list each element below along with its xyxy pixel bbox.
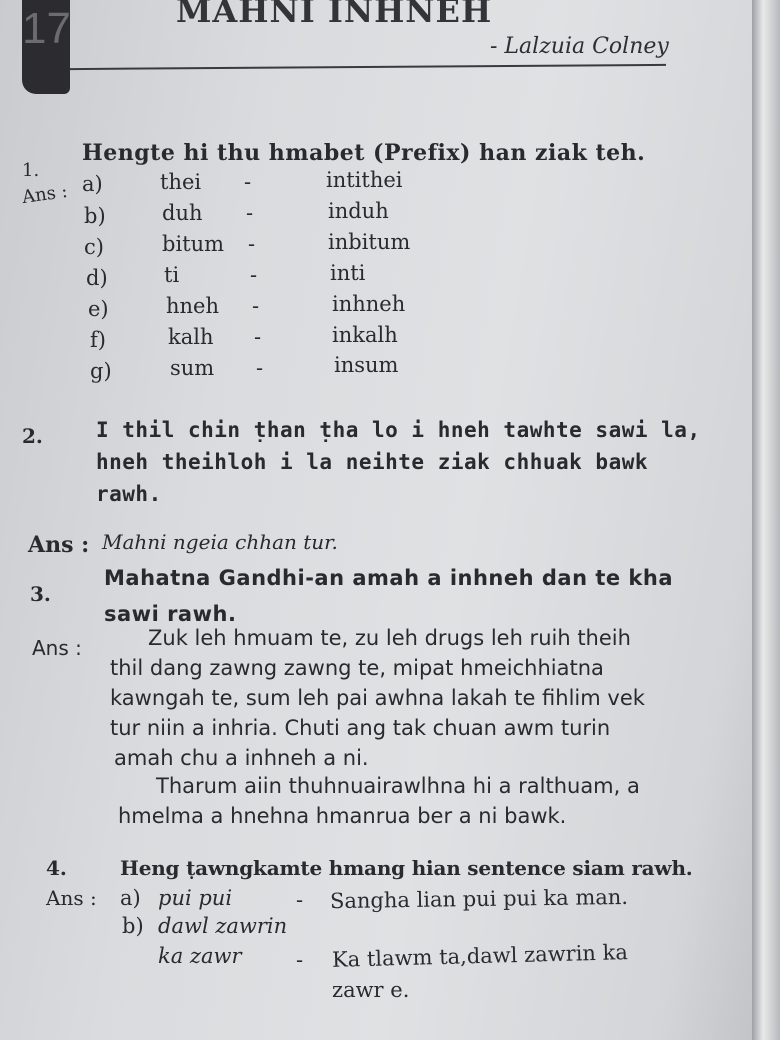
q2-line-3: rawh. [96,482,162,506]
list-item-result: inhneh [332,292,406,316]
q3-answer-line: kawngah te, sum leh pai awhna lakah te fihlim vek [110,686,645,710]
list-item-letter: g) [90,359,112,383]
q3-line-1: Mahatna Gandhi-an amah a inhneh dan te kha [104,566,674,590]
q4-item-phrase: pui pui [158,886,233,910]
list-item-word: ti [164,263,180,287]
list-item-result: inti [330,261,366,285]
q3-answer-line: Zuk leh hmuam te, zu leh drugs leh ruih theih [148,626,631,650]
list-item-dash: - [256,356,264,380]
list-item-letter: f) [90,328,106,352]
list-item-dash: - [246,201,254,225]
q3-number: 3. [30,582,51,606]
q2-line-1: I thil chin ṭhan ṭha lo i hneh tawhte sawi la, [96,418,701,442]
list-item-word: kalh [168,325,214,349]
list-item-result: insum [334,353,399,377]
q4-item-dash: - [296,888,304,912]
q4-number: 4. [46,856,67,880]
list-item-word: duh [162,201,203,225]
q3-ans-label: Ans : [32,636,82,660]
q4-item-phrase-cont: ka zawr [158,944,242,968]
list-item-word: bitum [162,232,225,256]
list-item-result: induh [328,199,389,223]
q4-ans-label: Ans : [46,886,97,910]
list-item-word: hneh [166,294,220,318]
q4-question: Heng ṭawngkamte hmang hian sentence siam rawh. [120,856,693,880]
list-item-result: inkalh [332,323,398,347]
q4-item-sentence-cont: zawr e. [332,978,410,1002]
q3-answer-line: Tharum aiin thuhnuairawlhna hi a ralthuam, a [156,774,640,798]
list-item-dash: - [250,263,258,287]
chapter-number: 17 [22,4,71,53]
q4-item-sentence: Ka tlawm ta,dawl zawrin ka [331,940,629,972]
q3-answer-line: amah chu a inhneh a ni. [114,746,369,770]
list-item-letter: e) [88,297,109,321]
q2-ans-label: Ans : [28,532,90,558]
q3-line-2: sawi rawh. [104,602,237,626]
list-item-dash: - [244,170,252,194]
list-item-letter: d) [86,266,108,290]
list-item-dash: - [254,325,262,349]
q3-answer-line: thil dang zawng zawng te, mipat hmeichhiatna [110,656,604,680]
list-item-letter: b) [84,204,106,228]
author: - Lalzuia Colney [490,34,669,59]
list-item-letter: c) [84,235,104,259]
list-item-result: intithei [326,168,403,192]
q1-number: 1. [22,160,40,181]
q1-question: Hengte hi thu hmabet (Prefix) han ziak teh. [82,140,646,166]
q1-ans-label: Ans : [20,180,69,209]
q4-item-sentence: Sangha lian pui pui ka man. [329,884,629,914]
list-item-word: sum [170,356,215,380]
list-item-dash: - [248,232,256,256]
q4-item-dash: - [296,948,304,972]
list-item-dash: - [252,294,260,318]
q2-answer: Mahni ngeia chhan tur. [102,530,338,554]
q4-item-phrase: dawl zawrin [158,914,288,938]
q4-item-letter: b) [122,914,144,938]
q4-item-letter: a) [120,886,141,910]
page-edge [752,0,780,1040]
q2-number: 2. [22,424,43,448]
list-item-word: thei [160,170,202,194]
list-item-letter: a) [82,172,103,196]
q3-answer-line: tur niin a inhria. Chuti ang tak chuan awm turin [110,716,611,740]
page-title: MAHNI INHNEH [176,0,493,30]
list-item-result: inbitum [328,230,411,254]
q2-line-2: hneh theihloh i la neihte ziak chhuak bawk [96,450,649,474]
title-rule [70,64,666,70]
q3-answer-line: hmelma a hnehna hmanrua ber a ni bawk. [118,804,567,828]
